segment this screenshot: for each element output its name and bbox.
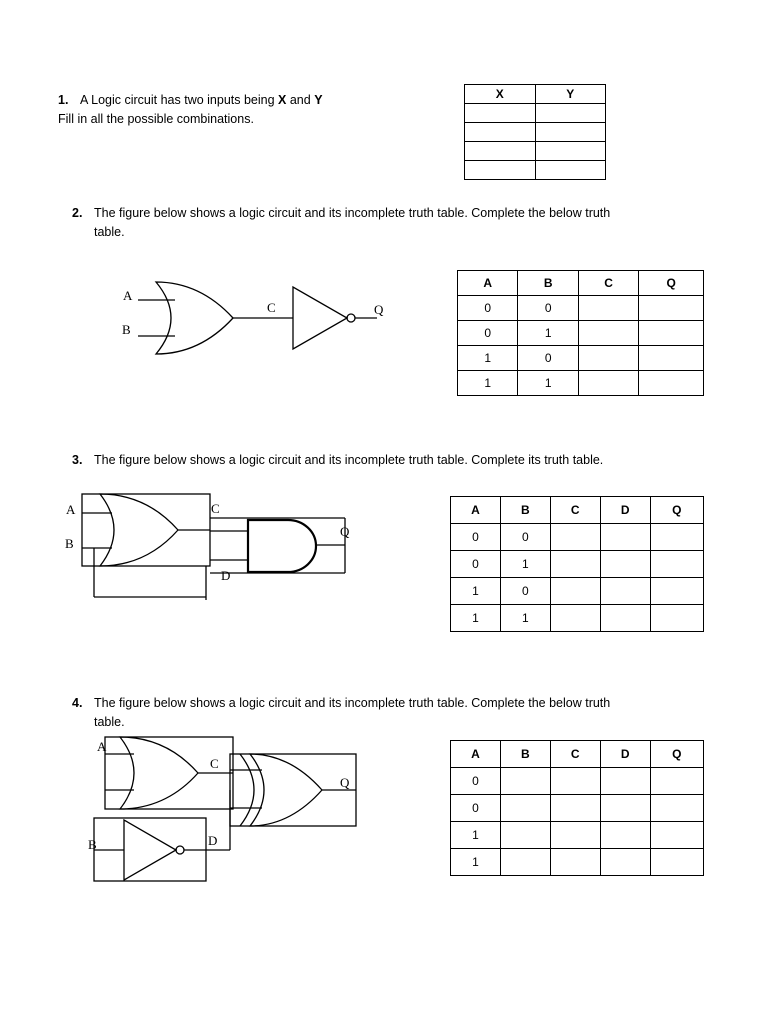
q4-or-gate bbox=[120, 737, 233, 809]
table-header-cell: B bbox=[518, 271, 578, 296]
question-1-var-x: X bbox=[278, 93, 287, 107]
q2-label-b: B bbox=[122, 322, 131, 337]
question-1-line-2: Fill in all the possible combinations. bbox=[58, 112, 254, 126]
table-header-cell: X bbox=[465, 85, 536, 104]
question-1-var-y: Y bbox=[314, 93, 323, 107]
question-1-text-b: and bbox=[286, 93, 315, 107]
q3-label-a: A bbox=[66, 502, 76, 517]
table-cell: 1 bbox=[451, 578, 501, 605]
table-cell: 0 bbox=[451, 551, 501, 578]
table-cell: 0 bbox=[518, 346, 578, 371]
table-cell: 0 bbox=[458, 296, 518, 321]
table-cell: 1 bbox=[518, 371, 578, 396]
table-header-cell: A bbox=[451, 741, 501, 768]
question-4-line-2: table. bbox=[94, 715, 125, 729]
table-cell: 0 bbox=[451, 795, 501, 822]
q4-label-b: B bbox=[88, 837, 97, 852]
table-header-cell: Q bbox=[639, 271, 704, 296]
table-cell: 1 bbox=[458, 371, 518, 396]
table-header-cell: C bbox=[578, 271, 638, 296]
table-cell: 0 bbox=[500, 578, 550, 605]
q3-or-gate bbox=[100, 494, 210, 566]
q3-label-c: C bbox=[211, 501, 220, 516]
q2-label-c: C bbox=[267, 300, 276, 315]
table-header-cell: B bbox=[500, 741, 550, 768]
table-cell: 1 bbox=[451, 849, 501, 876]
q4-label-a: A bbox=[97, 739, 107, 754]
table-cell: 1 bbox=[451, 605, 501, 632]
q3-label-b: B bbox=[65, 536, 74, 551]
q3-and-gate bbox=[248, 520, 316, 572]
q2-or-gate bbox=[156, 282, 233, 354]
table-cell: 0 bbox=[458, 321, 518, 346]
q3-label-d: D bbox=[221, 568, 231, 583]
q2-label-a: A bbox=[123, 288, 133, 303]
question-1-number: 1. bbox=[58, 93, 69, 107]
table-cell: 0 bbox=[518, 296, 578, 321]
table-cell: 0 bbox=[451, 768, 501, 795]
q4-xor-gate bbox=[240, 754, 322, 826]
table-cell: 1 bbox=[500, 551, 550, 578]
table-header-cell: A bbox=[458, 271, 518, 296]
table-cell: 1 bbox=[500, 605, 550, 632]
q4-label-c: C bbox=[210, 756, 219, 771]
q2-label-q: Q bbox=[374, 302, 384, 317]
q2-wires bbox=[138, 300, 377, 336]
question-3-number: 3. bbox=[72, 453, 83, 467]
table-header-cell: Q bbox=[650, 497, 703, 524]
table-cell: 1 bbox=[518, 321, 578, 346]
table-header-cell: B bbox=[500, 497, 550, 524]
question-4-text-a: The figure below shows a logic circuit and its incomplete truth table. Complete the below truth bbox=[94, 696, 611, 710]
question-1-text-a: A Logic circuit has two inputs being bbox=[80, 93, 279, 107]
q4-not-gate bbox=[124, 820, 184, 880]
question-2-text-a: The figure below shows a logic circuit and its incomplete truth table. Complete the below truth bbox=[94, 206, 611, 220]
table-header-cell: C bbox=[550, 497, 600, 524]
table-cell: 1 bbox=[458, 346, 518, 371]
q2-not-gate bbox=[293, 287, 355, 349]
q4-wires bbox=[94, 737, 356, 881]
table-header-cell: Y bbox=[535, 85, 606, 104]
table-header-cell: C bbox=[550, 741, 600, 768]
table-cell: 0 bbox=[500, 524, 550, 551]
q3-label-q: Q bbox=[340, 524, 350, 539]
question-2-line-2: table. bbox=[94, 225, 125, 239]
question-3-text-a: The figure below shows a logic circuit and its incomplete truth table. Complete its truth table. bbox=[94, 453, 604, 467]
table-header-cell: D bbox=[600, 741, 650, 768]
question-4-number: 4. bbox=[72, 696, 83, 710]
table-header-cell: Q bbox=[650, 741, 703, 768]
question-2-number: 2. bbox=[72, 206, 83, 220]
table-header-cell: D bbox=[600, 497, 650, 524]
table-cell: 1 bbox=[451, 822, 501, 849]
q4-label-q: Q bbox=[340, 775, 350, 790]
q4-label-d: D bbox=[208, 833, 218, 848]
table-cell: 0 bbox=[451, 524, 501, 551]
table-header-cell: A bbox=[451, 497, 501, 524]
